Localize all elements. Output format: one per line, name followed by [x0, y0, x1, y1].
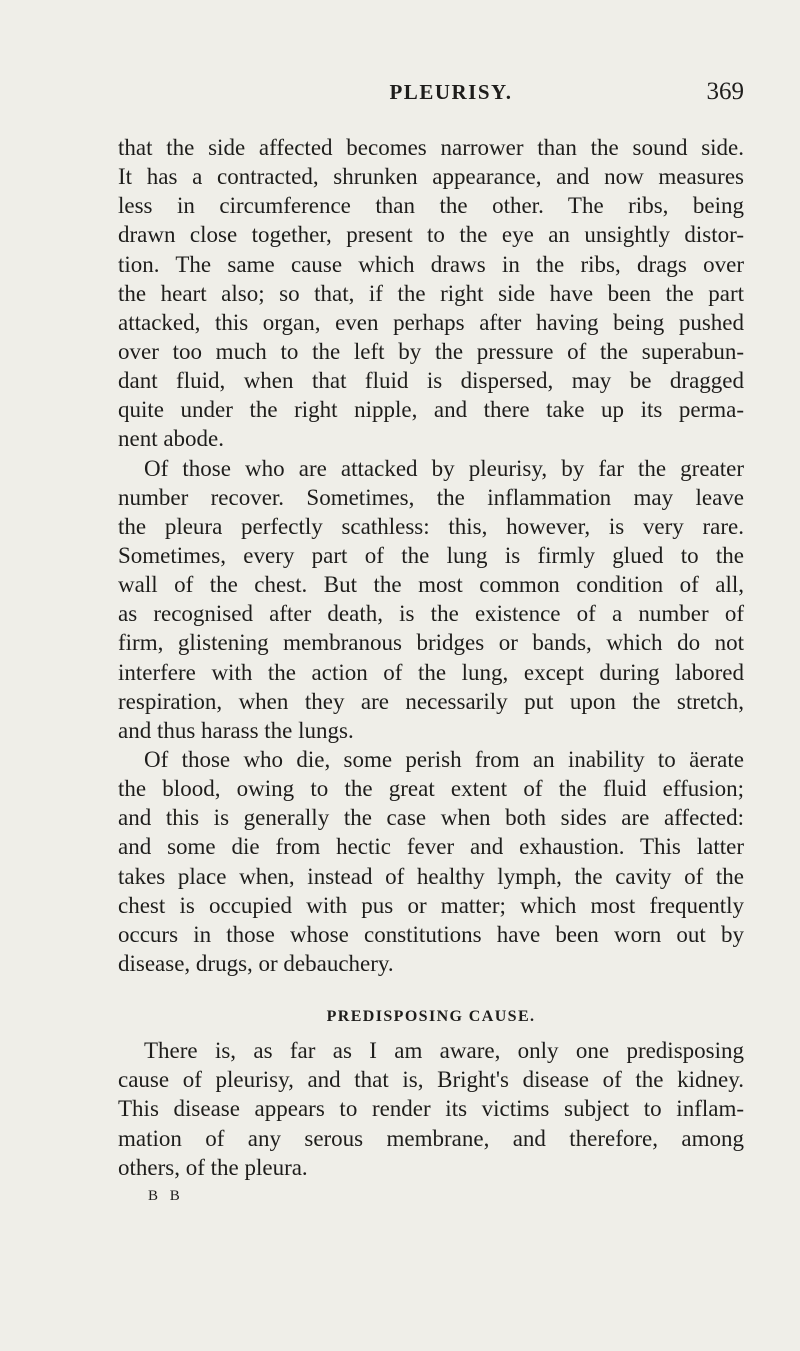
text-line: others, of the pleura. — [118, 1154, 308, 1180]
signature-mark: B B — [148, 1187, 184, 1204]
text-line: firm, glistening membranous bridges or bands, which do not — [118, 630, 744, 656]
text-line: wall of the chest. But the most common condition of all, — [118, 572, 744, 598]
text-line: It has a contracted, shrunken appearance, and now measures — [118, 164, 744, 190]
text-line: dant fluid, when that fluid is dispersed, may be dragged — [118, 368, 744, 394]
text-line: takes place when, instead of healthy lymph, the cavity of the — [118, 863, 744, 889]
text-line: over too much to the left by the pressure of the superabun- — [118, 338, 744, 364]
text-line: number recover. Sometimes, the inflammation may leave — [118, 484, 744, 510]
text-line: Of those who die, some perish from an inability to äerate — [144, 746, 744, 772]
text-line: that the side affected becomes narrower than the sound side. — [118, 135, 744, 160]
text-line: and this is generally the case when both sides are affected: — [118, 805, 744, 831]
text-line: This disease appears to render its victims subject to inflam- — [118, 1096, 744, 1122]
paragraph — [118, 745, 744, 978]
text-line: interfere with the action of the lung, except during labored — [118, 659, 744, 685]
text-line: and thus harass the lungs. — [118, 717, 354, 743]
page-number: 369 — [706, 78, 744, 105]
text-line: drawn close together, present to the eye an unsightly distor- — [118, 222, 744, 248]
running-head — [118, 80, 744, 112]
text-line: attacked, this organ, even perhaps after having being pushed — [118, 309, 744, 335]
text-line: as recognised after death, is the existence of a number of — [118, 601, 744, 627]
text-line: tion. The same cause which draws in the ribs, drags over — [118, 251, 744, 277]
paragraph — [118, 1036, 744, 1182]
text-line: respiration, when they are necessarily put upon the stretch, — [118, 688, 744, 714]
text-line: Sometimes, every part of the lung is firmly glued to the — [118, 542, 744, 568]
text-line: less in circumference than the other. The ribs, being — [118, 193, 744, 219]
text-line: cause of pleurisy, and that is, Bright's disease of the kidney. — [118, 1067, 744, 1093]
text-line: nent abode. — [118, 426, 225, 452]
paragraph — [118, 133, 744, 454]
text-line: quite under the right nipple, and there take up its perma- — [118, 397, 744, 423]
text-line: the blood, owing to the great extent of the fluid effusion; — [118, 776, 744, 802]
paragraph — [118, 454, 744, 745]
text-line: chest is occupied with pus or matter; which most frequently — [118, 892, 744, 918]
text-line: occurs in those whose constitutions have been worn out by — [118, 921, 744, 947]
text-line: There is, as far as I am aware, only one predisposing — [144, 1038, 744, 1064]
text-line: the heart also; so that, if the right side have been the part — [118, 280, 744, 306]
text-line: disease, drugs, or debauchery. — [118, 950, 394, 976]
text-line: mation of any serous membrane, and therefore, among — [118, 1125, 744, 1151]
body-text — [118, 133, 744, 1211]
section-heading: PREDISPOSING CAUSE. — [326, 1008, 536, 1026]
text-line: Of those who are attacked by pleurisy, by far the greater — [144, 455, 744, 481]
text-line: and some die from hectic fever and exhaustion. This latter — [118, 834, 744, 860]
text-line: the pleura perfectly scathless: this, however, is very rare. — [118, 513, 744, 539]
running-title: PLEURISY. — [389, 80, 513, 104]
